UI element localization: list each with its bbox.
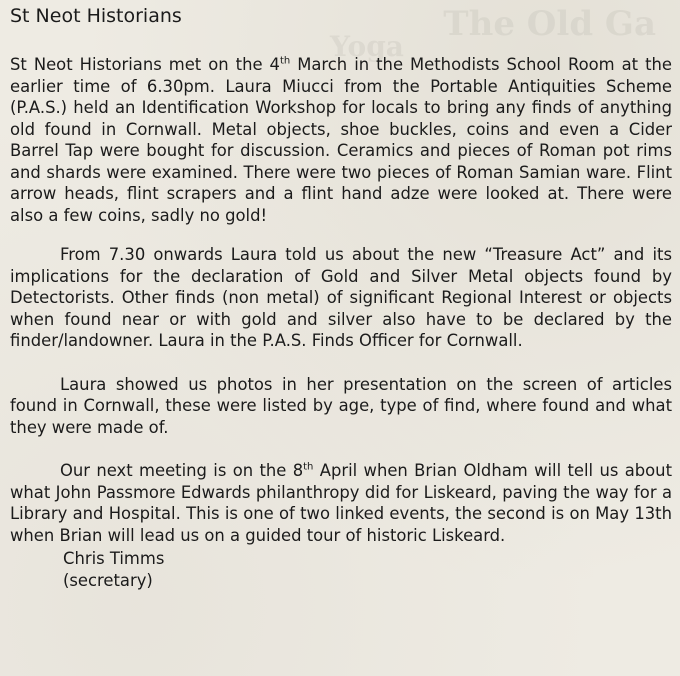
- paragraph-meeting-report: [10, 54, 672, 226]
- ordinal-suffix: th: [279, 55, 291, 67]
- bleed-through-heading: The Old Ga: [443, 4, 656, 44]
- paragraph-text: April when Brian Oldham will tell us about what John Passmore Edwards philanthropy did for Liskeard, paving the way for a Library and Hospital. This is one of two linked events, the second is on May 13th when Brian will lead us on a guided tour of historic Liskeard.: [10, 461, 673, 545]
- paragraph-text: March in the Methodists School Room at the earlier time of 6.30pm. Laura Miucci from the Portable Antiquities Scheme (P.A.S.) held an Identification Workshop for locals to bring any finds of anything old found in Cornwall. Metal objects, shoe buckles, coins and even a Cider Barrel Tap were bought for discussion. Ceramics and pieces of Roman pot rims and shards were examined. There were two pieces of Roman Samian ware. Flint arrow heads, flint scrapers and a flint hand adze were looked at. There were also a few coins, sadly no gold!: [10, 55, 672, 225]
- bleed-through-text: Yoga: [330, 30, 404, 63]
- paragraph-presentation: Laura showed us photos in her presentation on the screen of articles found in Cornwall, these were listed by age, type of find, where found and what they were made of.: [10, 374, 672, 437]
- signature-role: (secretary): [63, 570, 153, 590]
- paragraph-treasure-act: From 7.30 onwards Laura told us about the new “Treasure Act” and its implications for the declaration of Gold and Silver Metal objects found by Detectorists. Other finds (non metal) of significant Regional Interest or objects when found near or with gold and silver also have to be declared by the finder/landowner. Laura in the P.A.S. Finds Officer for Cornwall.: [10, 245, 672, 350]
- article-title: St Neot Historians: [10, 5, 182, 27]
- signature-name: Chris Timms: [63, 549, 165, 568]
- paragraph-next-meeting: [10, 460, 672, 546]
- paragraph-text: St Neot Historians met on the 4: [10, 55, 280, 74]
- paragraph-text: Our next meeting is on the 8: [60, 461, 304, 480]
- article: [10, 2, 672, 591]
- ordinal-suffix: th: [303, 461, 314, 473]
